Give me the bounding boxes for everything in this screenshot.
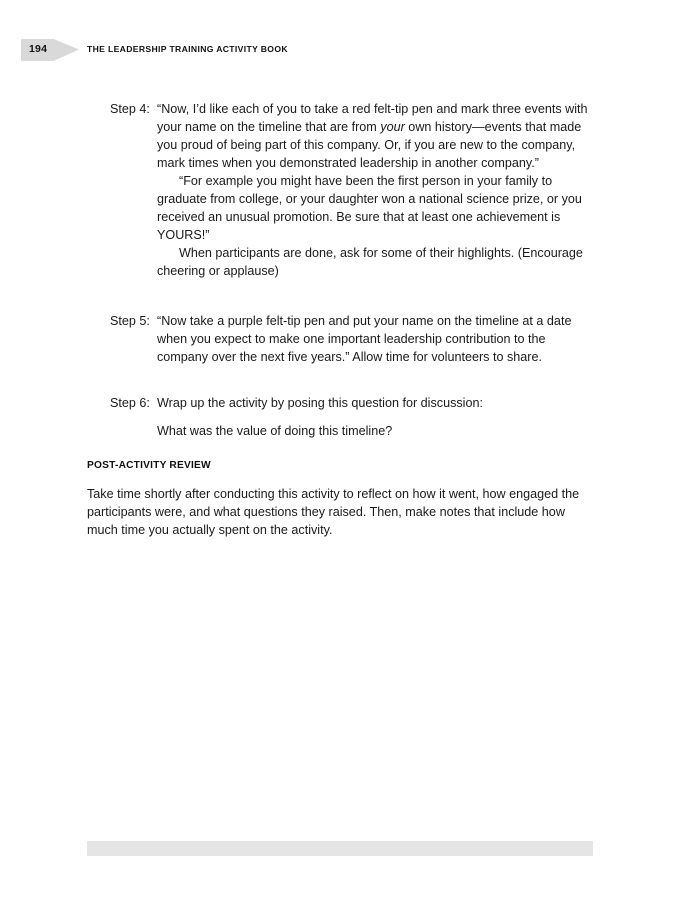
- step-paragraph: “For example you might have been the first person in your family to graduate from college, or your daughter won a national science prize, or you received an unusual promotion. Be sure that at least one achievement is YOURS!”: [157, 174, 582, 242]
- paragraph-text: “Now, I’d like each of you to take a red felt-tip pen and mark three events with your name on the timeline that are from: [157, 102, 588, 134]
- step-label: Step 4:: [110, 102, 150, 116]
- paragraph-text: own history—events that made you proud of being part of this company. Or, if you are new to the company, mark times when you demonstrated leadership in another company.”: [157, 120, 582, 170]
- step-6: [110, 394, 593, 440]
- footer-bar: [87, 841, 593, 856]
- step-paragraph: Wrap up the activity by posing this question for discussion:: [157, 396, 483, 410]
- discussion-question: What was the value of doing this timeline?: [157, 424, 393, 438]
- step-4: [110, 100, 593, 280]
- post-activity-review-heading: POST-ACTIVITY REVIEW: [87, 460, 211, 471]
- step-paragraph: [157, 100, 593, 172]
- running-head: THE LEADERSHIP TRAINING ACTIVITY BOOK: [87, 44, 288, 54]
- emphasized-text: your: [380, 120, 405, 134]
- step-label: Step 6:: [110, 396, 150, 410]
- step-paragraph: “Now take a purple felt-tip pen and put your name on the timeline at a date when you expect to make one important leadership contribution to the company over the next five years.” Allow time for volunteers to share.: [157, 314, 572, 364]
- step-label: Step 5:: [110, 314, 150, 328]
- step-body: [157, 394, 593, 440]
- step-body: [157, 312, 593, 366]
- post-activity-review-text: Take time shortly after conducting this activity to reflect on how it went, how engaged the participants were, and what questions they raised. Then, make notes that include how much time you actually spent on the activity.: [87, 487, 580, 537]
- step-5: [110, 312, 593, 366]
- step-body: [157, 100, 593, 280]
- page-number: 194: [29, 43, 48, 55]
- step-paragraph: When participants are done, ask for some of their highlights. (Encourage cheering or applause): [157, 246, 583, 278]
